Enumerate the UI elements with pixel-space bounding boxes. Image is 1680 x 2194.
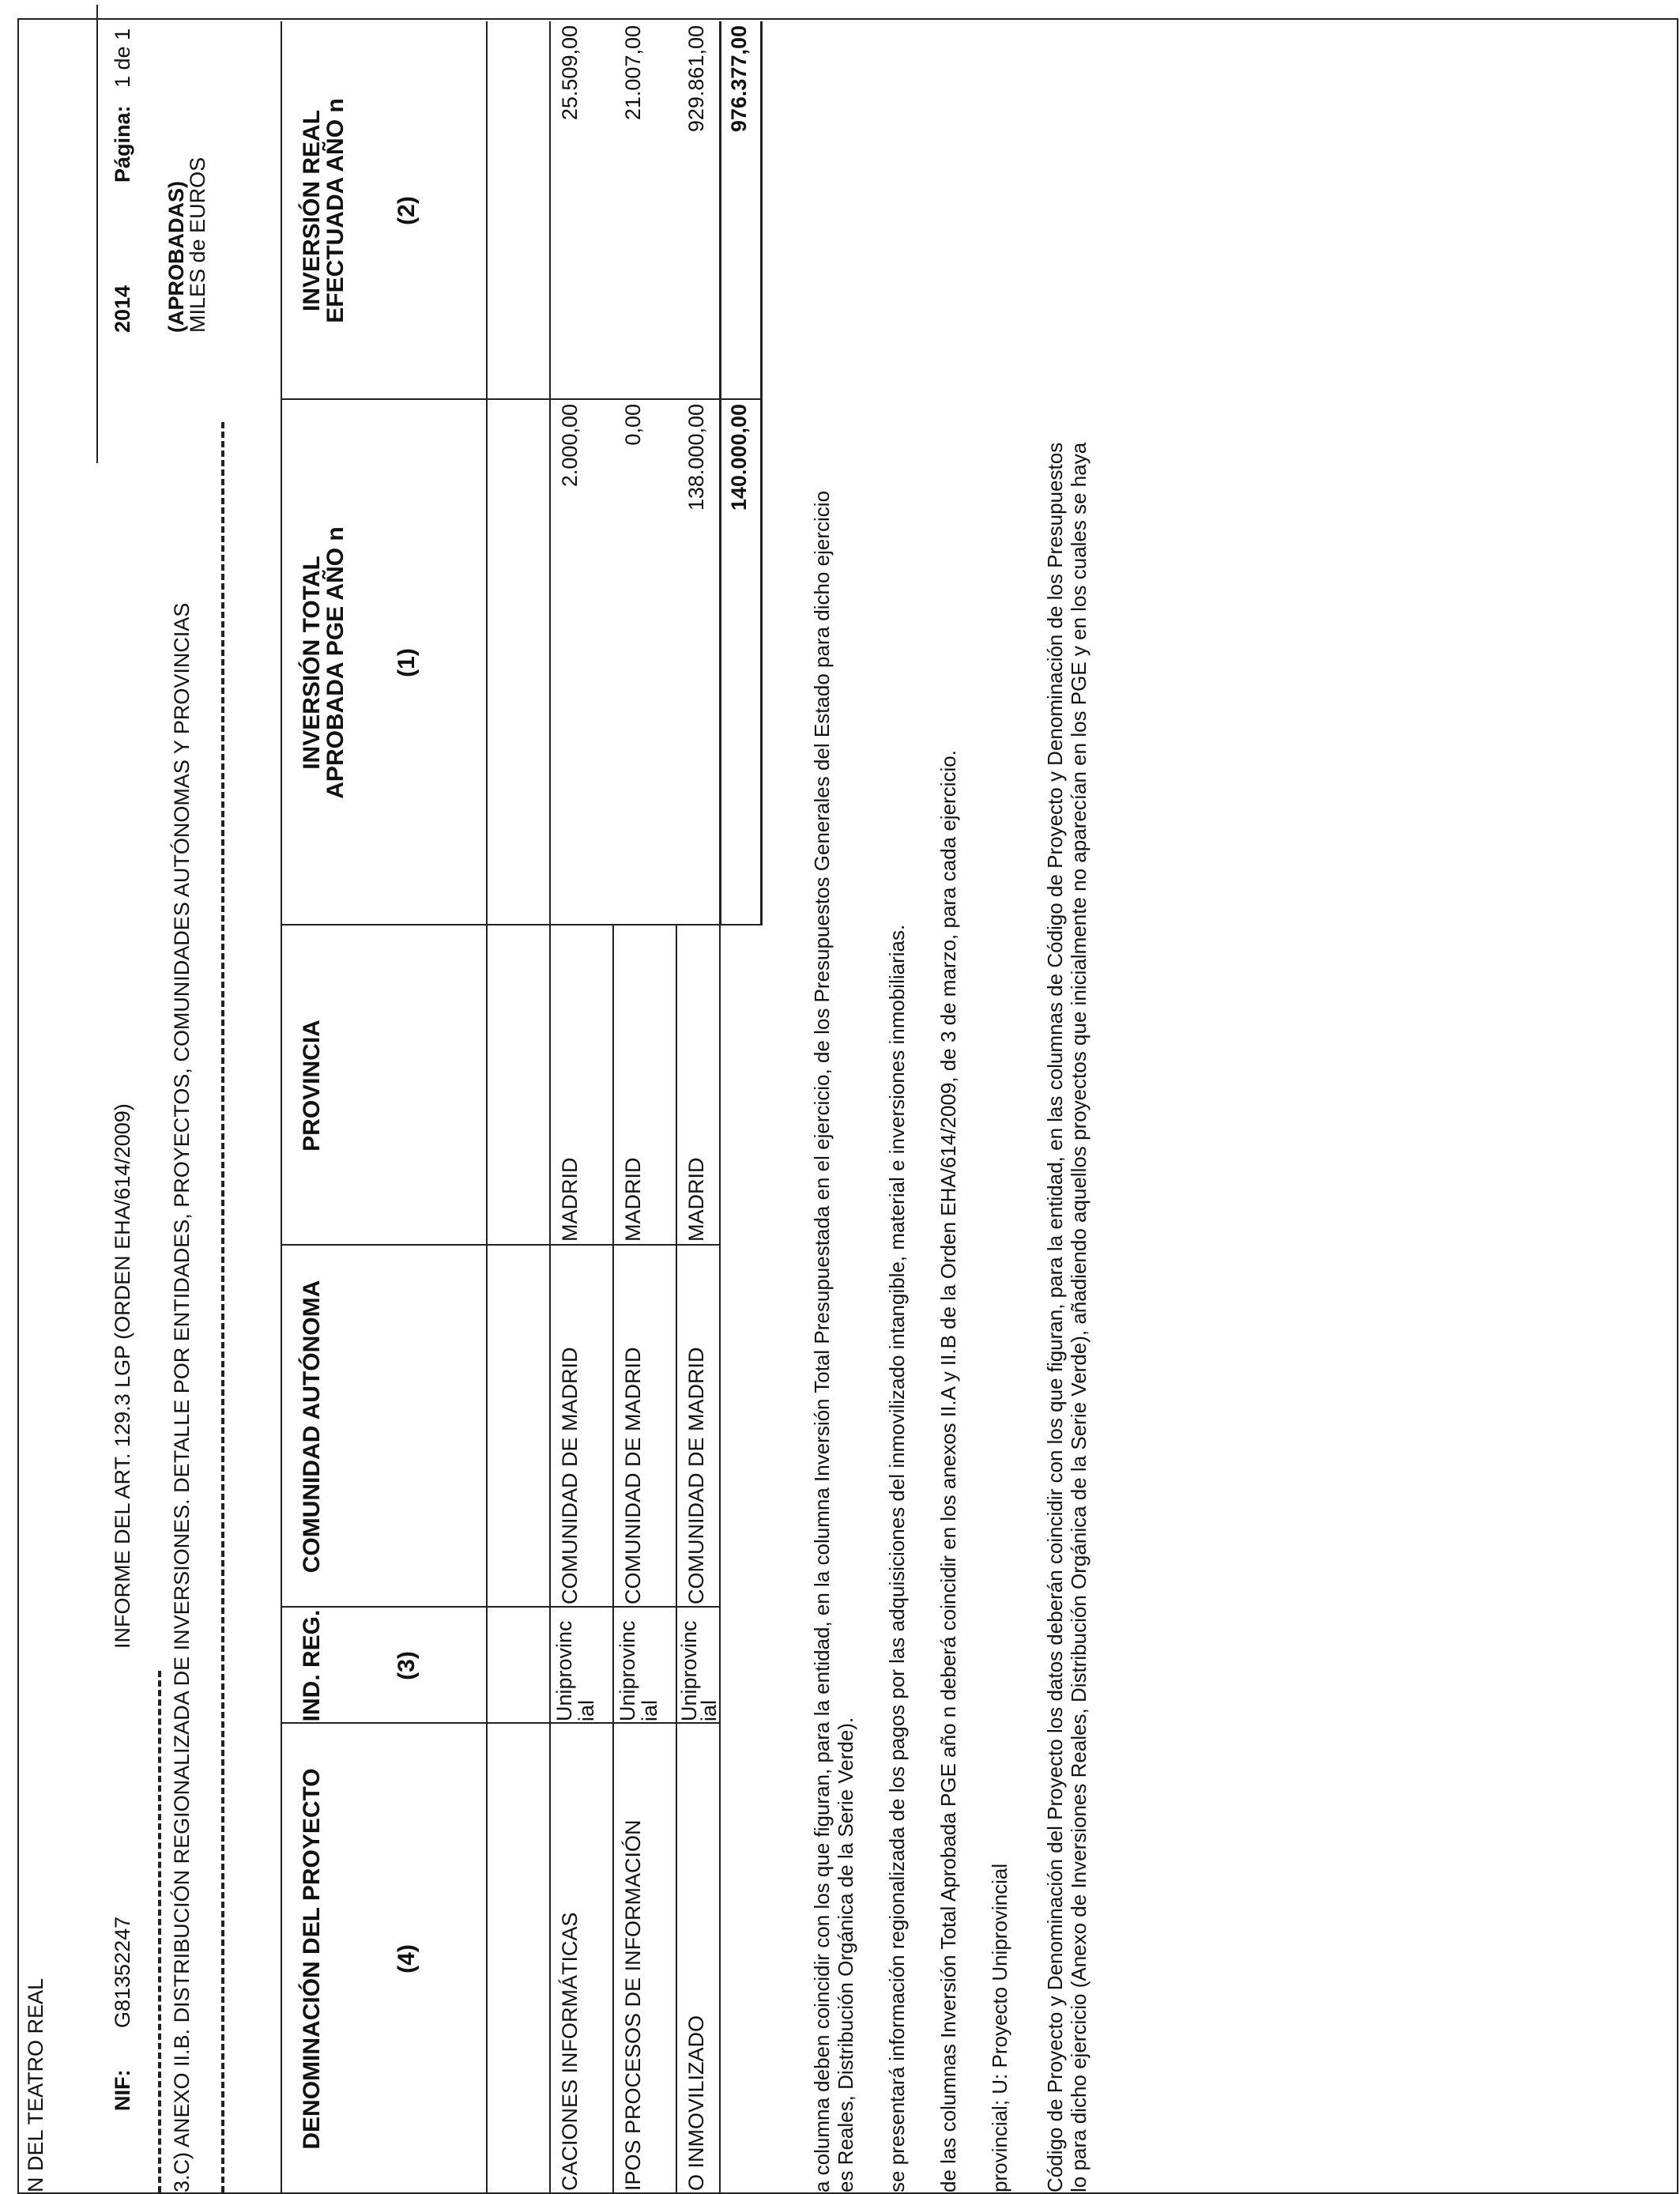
totals-top xyxy=(719,925,721,2194)
col-sep-provincia xyxy=(281,1244,719,1246)
totals-top-thick xyxy=(719,21,721,925)
row-inv-total: 2.000,00 xyxy=(558,404,582,488)
note-line: provincial; U: Proyecto Uniprovincial xyxy=(988,1863,1011,2192)
header-inv-total-num: (1) xyxy=(394,648,420,677)
header-inv-real-line1: INVERSIÓN REAL xyxy=(299,109,325,312)
header-ind-reg-num: (3) xyxy=(394,1651,420,1680)
total-inv-total: 140.000,00 xyxy=(727,404,751,511)
col-sep-ind xyxy=(281,1722,719,1724)
nif-label: NIF: xyxy=(111,2069,134,2111)
header-dash-bottom xyxy=(221,422,224,2192)
row-inv-real: 25.509,00 xyxy=(558,25,582,121)
header-provincia: PROVINCIA xyxy=(299,1020,325,1152)
note-line: de las columnas Inversión Total Aprobada PGE año n deberá coincidir en los anexos II.A y II.B de la Orden EHA/614/2009, de 3 de marzo, para cada ejercicio. xyxy=(936,750,960,2192)
note-line: a columna deben coincidir con los que figuran, para la entidad, en la columna Inversión Total Presupuestada en el ejercicio, de los Presupuestos Generales del Estado para dicho ejercicio xyxy=(810,490,834,2192)
row-ind-reg-line2: ial xyxy=(638,1699,661,1721)
row-ind-reg-line1: Uniprovinc xyxy=(677,1620,701,1721)
page-value: 1 de 1 xyxy=(111,28,134,88)
row-denominacion: IPOS PROCESOS DE INFORMACIÓN xyxy=(621,1819,645,2191)
row-ind-reg-line2: ial xyxy=(697,1699,721,1721)
row-provincia: MADRID xyxy=(558,1157,582,1242)
row-provincia: MADRID xyxy=(621,1157,645,1242)
header-inv-real-num: (2) xyxy=(394,196,420,225)
year: 2014 xyxy=(111,285,134,333)
row-1-top xyxy=(549,21,551,2194)
header-inv-total-line1: INVERSIÓN TOTAL xyxy=(299,556,325,770)
total-inv-real: 976.377,00 xyxy=(727,25,751,133)
row-inv-total: 138.000,00 xyxy=(684,404,708,511)
header-rule xyxy=(96,5,98,463)
note-line: Código de Proyecto y Denominación del Proyecto los datos deberán coincidir con los que figuran, para la entidad, en las columnas de Código de Proyecto y Denominación de los Presupuestos xyxy=(1043,442,1067,2192)
note-line: se presentará información regionalizada de los pagos por las adquisiciones del inmovilizado intangible, material e inversiones inmobiliarias. xyxy=(885,924,909,2192)
row-inv-total: 0,00 xyxy=(621,404,645,446)
section-title: 3.C) ANEXO II.B. DISTRIBUCIÓN REGIONALIZADA DE INVERSIONES. DETALLE POR ENTIDADES, PROYECTOS, COMUNIDADES AUTÓNOMAS Y PROVINCIAS xyxy=(170,602,194,2192)
note-line: lo para dicho ejercicio (Anexo de Inversiones Reales, Distribución Orgánica de la Serie Verde), añadiendo aquellos proyectos que inicialmente no aparecían en los PGE y en los cuales se haya xyxy=(1067,442,1090,2192)
col-sep-comunidad xyxy=(281,1606,719,1608)
row-denominacion: CACIONES INFORMÁTICAS xyxy=(558,1912,582,2191)
units: MILES de EUROS xyxy=(186,156,209,333)
row-comunidad: COMUNIDAD DE MADRID xyxy=(684,1347,708,1604)
report-title: INFORME DEL ART. 129.3 LGP (ORDEN EHA/614/2009) xyxy=(111,1103,134,1649)
row-inv-real: 21.007,00 xyxy=(621,25,645,121)
header-inv-real-line2: EFECTUADA AÑO n xyxy=(322,98,348,323)
header-denominacion: DENOMINACIÓN DEL PROYECTO xyxy=(299,1768,325,2150)
table-top-rule xyxy=(281,21,282,2194)
header-ind-reg: IND. REG. xyxy=(299,1609,325,1722)
row-inv-real: 929.861,00 xyxy=(684,25,708,133)
row-ind-reg-line2: ial xyxy=(574,1699,598,1721)
header-dash-top xyxy=(158,1671,161,2192)
header-denominacion-num: (4) xyxy=(394,1944,420,1973)
row-ind-reg-line1: Uniprovinc xyxy=(616,1620,639,1721)
entity-name: N DEL TEATRO REAL xyxy=(24,1977,47,2192)
status: (APROBADAS) xyxy=(164,181,188,333)
header-comunidad: COMUNIDAD AUTÓNOMA xyxy=(299,1280,325,1574)
header-inv-total-line2: APROBADA PGE AÑO n xyxy=(322,526,348,799)
row-2-top xyxy=(612,925,614,2194)
row-ind-reg-line1: Uniprovinc xyxy=(552,1620,576,1721)
nif-value: G81352247 xyxy=(111,1916,134,2028)
totals-bottom xyxy=(760,21,763,925)
row-provincia: MADRID xyxy=(684,1157,708,1242)
row-comunidad: COMUNIDAD DE MADRID xyxy=(621,1347,645,1604)
row-3-top xyxy=(676,925,677,2194)
page-label: Página: xyxy=(111,105,134,183)
note-line: es Reales, Distribución Orgánica de la Serie Verde). xyxy=(834,1717,857,2192)
table-header-bottom xyxy=(486,21,488,2194)
row-comunidad: COMUNIDAD DE MADRID xyxy=(558,1347,582,1604)
row-denominacion: O INMOVILIZADO xyxy=(684,2015,708,2191)
